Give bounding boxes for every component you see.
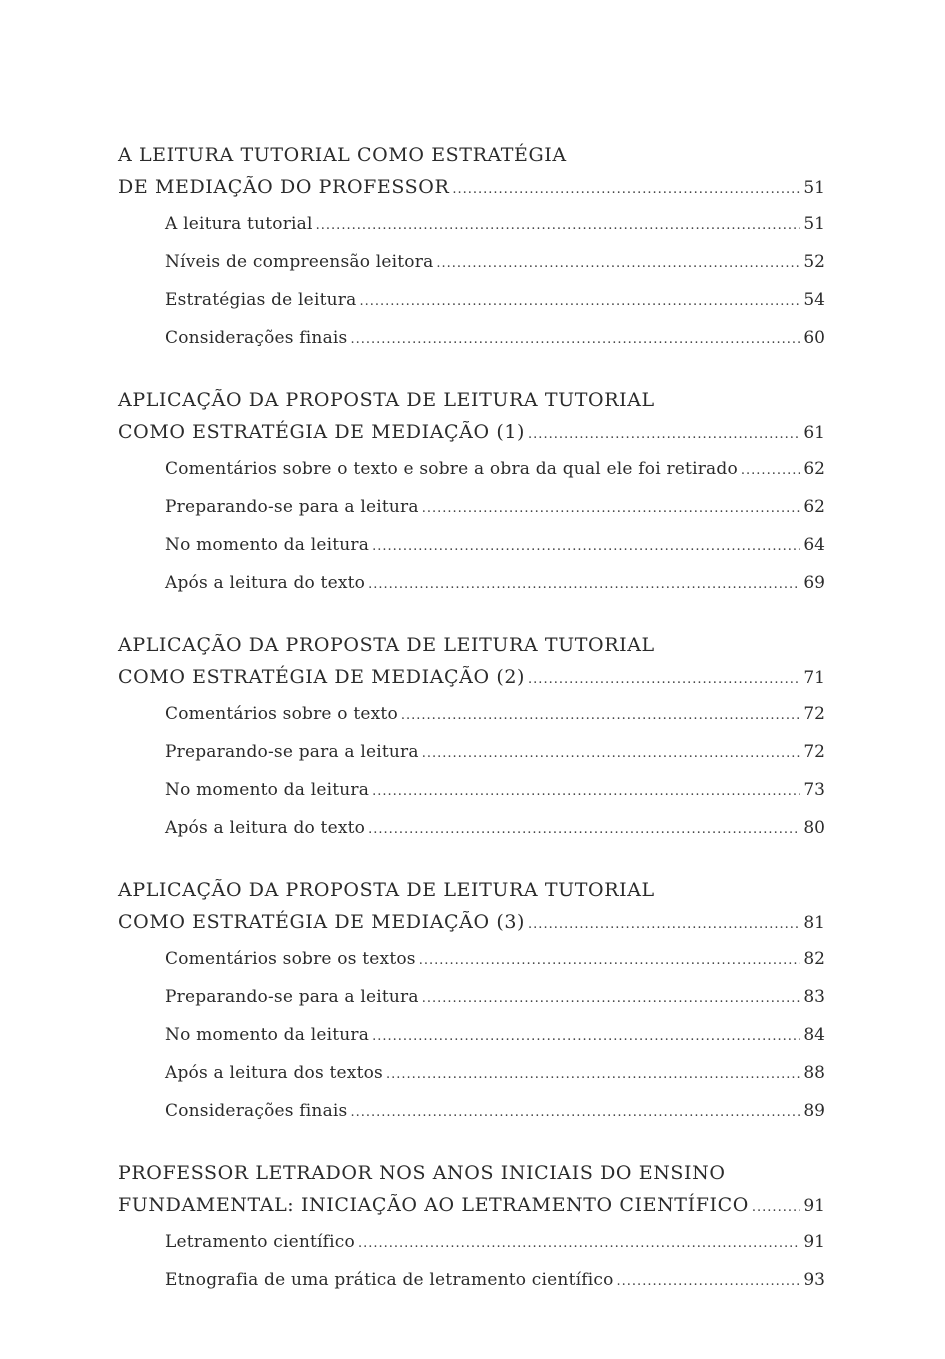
dot-leader [386, 1056, 800, 1093]
dot-leader [422, 980, 801, 1017]
toc-section-entry [118, 979, 825, 1017]
toc-chapter [118, 385, 825, 603]
table-of-contents [118, 140, 825, 1327]
toc-section-entry [118, 489, 825, 527]
section-title: Níveis de compreensão leitora [165, 252, 434, 272]
page-number: 82 [803, 949, 825, 969]
dot-leader [316, 207, 801, 244]
dot-leader [528, 419, 800, 451]
section-title: Considerações finais [165, 328, 348, 348]
chapter-title-line: PROFESSOR LETRADOR NOS ANOS INICIAIS DO ENSINO [118, 1162, 726, 1184]
page-number: 52 [803, 252, 825, 272]
chapter-title-line: COMO ESTRATÉGIA DE MEDIAÇÃO (2) [118, 666, 526, 688]
section-title: Considerações finais [165, 1101, 348, 1121]
dot-leader [452, 174, 800, 206]
page-number: 91 [803, 1196, 825, 1216]
dot-leader [401, 697, 800, 734]
toc-section-entry [118, 527, 825, 565]
chapter-entry [118, 661, 825, 696]
section-title: No momento da leitura [165, 535, 370, 555]
dot-leader [752, 1192, 800, 1224]
page-number: 51 [803, 178, 825, 198]
dot-leader [358, 1225, 800, 1262]
dot-leader [372, 528, 800, 565]
chapter-entry [118, 906, 825, 941]
page-number: 81 [803, 913, 825, 933]
toc-section-entry [118, 941, 825, 979]
toc-section-entry [118, 1055, 825, 1093]
chapter-title-line: APLICAÇÃO DA PROPOSTA DE LEITURA TUTORIAL [118, 389, 655, 411]
page-number: 54 [803, 290, 825, 310]
toc-section-entry [118, 1262, 825, 1300]
page-number: 51 [803, 214, 825, 234]
page-number: 60 [803, 328, 825, 348]
dot-leader [422, 735, 801, 772]
chapter-title-line: COMO ESTRATÉGIA DE MEDIAÇÃO (3) [118, 911, 526, 933]
section-title: No momento da leitura [165, 1025, 370, 1045]
page-number: 62 [803, 497, 825, 517]
page-number: 72 [803, 742, 825, 762]
dot-leader [372, 1018, 800, 1055]
section-title: A leitura tutorial [165, 214, 313, 234]
toc-section-entry [118, 244, 825, 282]
dot-leader [419, 942, 801, 979]
chapter-title-line: COMO ESTRATÉGIA DE MEDIAÇÃO (1) [118, 421, 526, 443]
toc-section-entry [118, 696, 825, 734]
toc-section-entry [118, 206, 825, 244]
toc-section-entry [118, 734, 825, 772]
page-number: 73 [803, 780, 825, 800]
chapter-title-line: DE MEDIAÇÃO DO PROFESSOR [118, 176, 450, 198]
page-number: 93 [803, 1270, 825, 1290]
toc-section-entry [118, 320, 825, 358]
toc-section-entry [118, 565, 825, 603]
chapter-entry [118, 416, 825, 451]
dot-leader [422, 490, 801, 527]
section-title: Etnografia de uma prática de letramento científico [165, 1270, 614, 1290]
section-title: No momento da leitura [165, 780, 370, 800]
section-title: Comentários sobre os textos [165, 949, 416, 969]
page-number: 72 [803, 704, 825, 724]
section-title: Preparando-se para a leitura [165, 497, 419, 517]
dot-leader [617, 1263, 801, 1300]
section-title: Após a leitura do texto [165, 818, 366, 838]
page-number: 69 [803, 573, 825, 593]
dot-leader [528, 909, 800, 941]
toc-section-entry [118, 1017, 825, 1055]
section-title: Comentários sobre o texto e sobre a obra da qual ele foi retirado [165, 459, 738, 479]
page-number: 83 [803, 987, 825, 1007]
section-title: Comentários sobre o texto [165, 704, 398, 724]
toc-section-entry [118, 451, 825, 489]
section-title: Após a leitura do texto [165, 573, 366, 593]
section-title: Preparando-se para a leitura [165, 987, 419, 1007]
toc-section-entry [118, 810, 825, 848]
chapter-title-line: APLICAÇÃO DA PROPOSTA DE LEITURA TUTORIAL [118, 634, 655, 656]
toc-chapter [118, 630, 825, 848]
dot-leader [350, 1094, 800, 1131]
dot-leader [359, 283, 800, 320]
dot-leader [368, 566, 800, 603]
page-number: 89 [803, 1101, 825, 1121]
page-number: 62 [803, 459, 825, 479]
toc-section-entry [118, 282, 825, 320]
page-number: 88 [803, 1063, 825, 1083]
page-number: 91 [803, 1232, 825, 1252]
section-title: Estratégias de leitura [165, 290, 357, 310]
dot-leader [372, 773, 800, 810]
chapter-entry [118, 171, 825, 206]
chapter-title-line: A LEITURA TUTORIAL COMO ESTRATÉGIA [118, 144, 567, 166]
dot-leader [528, 664, 800, 696]
toc-chapter [118, 1158, 825, 1300]
dot-leader [350, 321, 800, 358]
toc-section-entry [118, 1093, 825, 1131]
page-number: 84 [803, 1025, 825, 1045]
toc-section-entry [118, 1224, 825, 1262]
page-number: 80 [803, 818, 825, 838]
dot-leader [741, 452, 800, 489]
chapter-title-line: FUNDAMENTAL: INICIAÇÃO AO LETRAMENTO CIENTÍFICO [118, 1194, 749, 1216]
section-title: Após a leitura dos textos [165, 1063, 383, 1083]
section-title: Preparando-se para a leitura [165, 742, 419, 762]
dot-leader [368, 811, 800, 848]
page-number: 61 [803, 423, 825, 443]
dot-leader [436, 245, 800, 282]
toc-chapter [118, 140, 825, 358]
section-title: Letramento científico [165, 1232, 355, 1252]
chapter-title-line: APLICAÇÃO DA PROPOSTA DE LEITURA TUTORIAL [118, 879, 655, 901]
page-number: 71 [803, 668, 825, 688]
toc-chapter [118, 875, 825, 1131]
page-number: 64 [803, 535, 825, 555]
toc-section-entry [118, 772, 825, 810]
chapter-entry [118, 1189, 825, 1224]
